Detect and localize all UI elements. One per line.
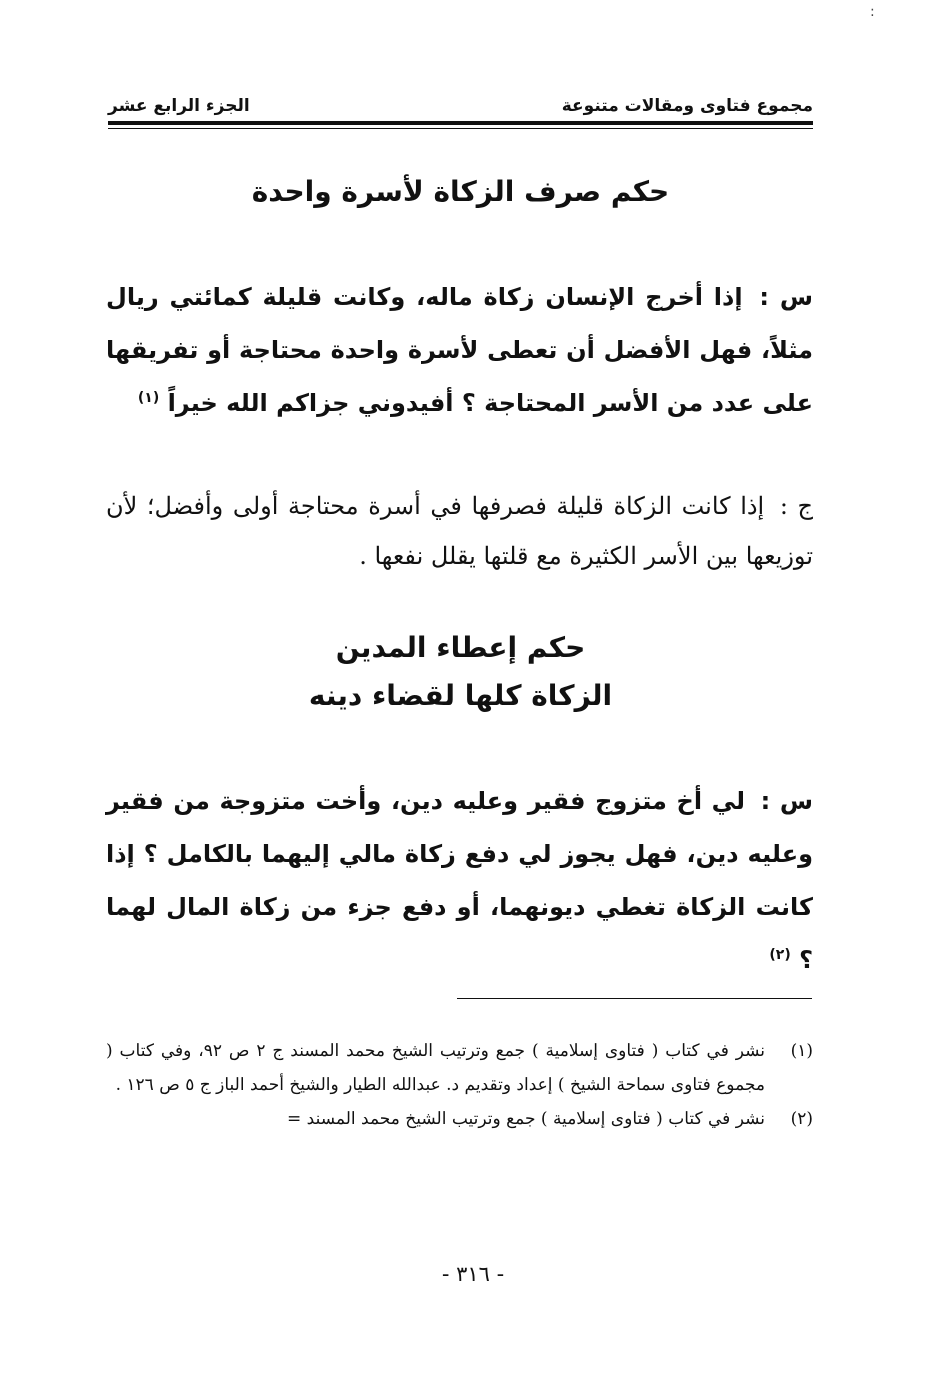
answer-text: إذا كانت الزكاة قليلة فصرفها في أسرة محتاجة أولى وأفضل؛ لأن توزيعها بين الأسر الكثيرة مع قلتها يقلل نفعها .	[106, 492, 813, 570]
question-text: لي أخ متزوج فقير وعليه دين، وأخت متزوجة من فقير وعليه دين، فهل يجوز لي دفع زكاة مالي إليهما بالكامل ؟ إذا كانت الزكاة تغطي ديونهما، أو دفع جزء من زكاة المال لهما ؟	[106, 787, 813, 974]
footnote-number: (١)	[790, 1041, 813, 1061]
section-title-1: حكم صرف الزكاة لأسرة واحدة	[251, 175, 670, 208]
header-rule-thick	[108, 121, 813, 125]
answer-label: ج :	[779, 492, 813, 520]
volume-title: الجزء الرابع عشر	[108, 96, 250, 116]
question-text: إذا أخرج الإنسان زكاة ماله، وكانت قليلة كمائتي ريال مثلاً، فهل الأفضل أن تعطى لأسرة واحدة محتاجة أو تفريقها على عدد من الأسر المحتاجة ؟ أفيدوني جزاكم الله خيراً	[106, 283, 813, 417]
footnote-text: نشر في كتاب ( فتاوى إسلامية ) جمع وترتيب الشيخ محمد المسند ج ٢ ص ٩٢، وفي كتاب ( مجموع فتاوى سماحة الشيخ ) إعداد وتقديم د. عبدالله الطيار والشيخ أحمد الباز ج ٥ ص ١٢٦ .	[106, 1041, 766, 1095]
page-number: - ٣١٦ -	[441, 1262, 505, 1286]
margin-mark: :	[870, 4, 875, 20]
footnote-text: نشر في كتاب ( فتاوى إسلامية ) جمع وترتيب الشيخ محمد المسند =	[287, 1109, 765, 1129]
footnote-separator	[457, 998, 812, 999]
section-title-2-line2: الزكاة كلها لقضاء دينه	[308, 679, 613, 712]
footnote	[106, 1102, 813, 1136]
question-label: س :	[759, 283, 813, 311]
question-label: س :	[760, 787, 813, 815]
header-rule-thin	[108, 128, 813, 129]
question-1	[106, 271, 813, 430]
footnote-number: (٢)	[790, 1109, 813, 1129]
footnote-ref-1: (١)	[137, 390, 160, 406]
footnote	[106, 1034, 813, 1102]
running-header	[108, 86, 813, 116]
section-title-2-line1: حكم إعطاء المدين	[335, 631, 586, 664]
question-2	[106, 775, 813, 987]
book-title: مجموع فتاوى ومقالات متنوعة	[561, 96, 813, 116]
footnotes	[106, 1034, 813, 1136]
footnote-ref-2: (٢)	[769, 947, 791, 963]
answer-1	[106, 481, 813, 581]
